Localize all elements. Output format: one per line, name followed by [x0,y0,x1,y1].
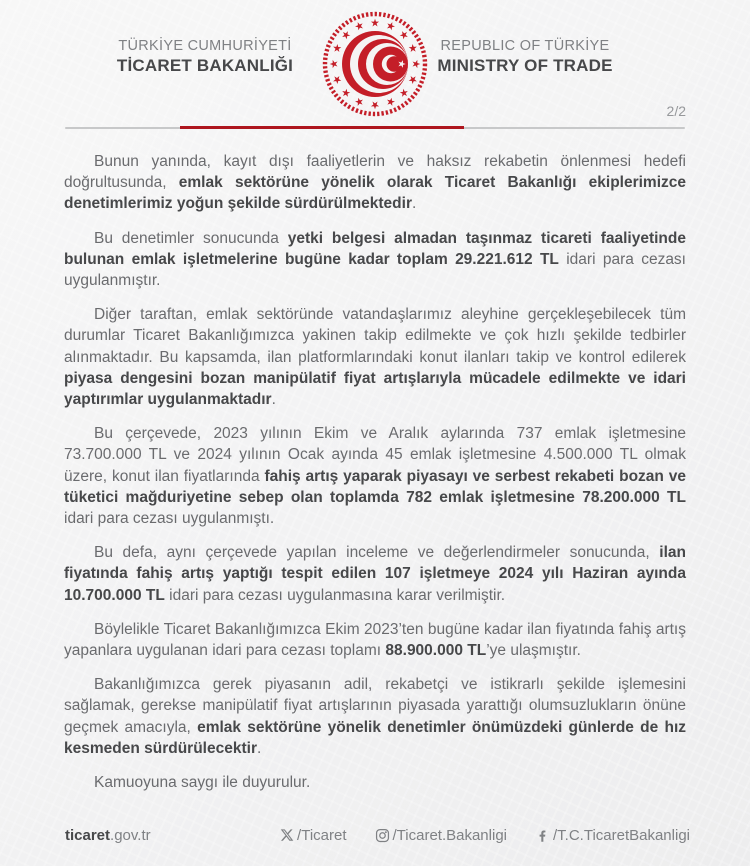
paragraph [64,228,686,292]
paragraph [64,151,686,215]
social-links [280,827,690,844]
facebook-link[interactable] [535,827,690,844]
header-title-english [430,38,620,76]
paragraph [64,772,686,793]
paragraph [64,674,686,759]
ministry-of-trade-emblem [318,8,432,120]
x-twitter-icon [280,828,294,842]
header-turkish-line1: TÜRKİYE CUMHURİYETİ [118,38,292,54]
footer [65,824,690,846]
paragraph-text: Bunun yanında, kayıt dışı faaliyetlerin ve haksız rekabetin önlenmesi hedefi doğrultusunda, [64,153,686,192]
x-twitter-link[interactable] [280,827,346,844]
header-english-line2: MINISTRY OF TRADE [437,56,613,75]
paragraph-text-bold: fahiş artış yaparak piyasayı ve serbest rekabeti bozan ve tüketici mağduriyetine sebep olan toplamda 782 emlak işletmesine 78.200.000 TL [64,467,686,506]
page-number: 2/2 [666,103,686,119]
paragraph-text: . [271,391,276,409]
paragraph [64,542,686,606]
paragraph-text: ’ye ulaşmıştır. [486,642,581,660]
paragraph [64,423,686,529]
paragraph-text: . [256,739,262,757]
paragraph-text: idari para cezası uygulanmasına karar verilmiştir. [164,586,506,604]
paragraph-text-bold: emlak sektörüne yönelik denetimler önümüzdeki günlerde de hız kesmeden sürdürülecektir [64,718,687,757]
paragraph-text: Bu defa, aynı çerçevede yapılan inceleme ve değerlendirmeler sonucunda, [94,544,660,562]
paragraph-text: Kamuoyuna saygı ile duyurulur. [94,774,311,792]
ministry-of-trade-emblem-icon [318,8,432,120]
website-domain-rest: .gov.tr [110,826,151,844]
paragraph-text: . [411,195,417,213]
paragraph [64,619,686,661]
header-turkish-line2: TİCARET BAKANLIĞI [116,56,294,75]
website-link[interactable] [65,827,151,844]
paragraph-text-bold: ilan fiyatında fahiş artış yaptığı tespit edilen 107 işletmeye 2024 yılı Haziran ayında 10.700.000 TL [64,544,686,604]
header-english-line1: REPUBLIC OF TÜRKİYE [440,38,610,54]
divider-red-line [180,126,464,129]
paragraph-text: Böylelikle Ticaret Bakanlığımızca Ekim 2023’ten bugüne kadar ilan fiyatında fahiş artış yapanlara uygulanan idari para cezası toplamı [64,620,686,660]
paragraph-text: Bakanlığımızca gerek piyasanın adil, rekabetçi ve istikrarlı şekilde işlemesini sağlamak, gerekse manipülatif fiyat artışlarının piyasada yarattığı olumsuzlukların önüne geçmek amacıyla, [64,676,686,736]
press-release-body [64,151,686,806]
paragraph-text: Bu çerçevede, 2023 yılının Ekim ve Aralık aylarında 737 emlak işletmesine 73.700.000 TL ve 2024 yılının Ocak ayında 45 emlak işletmesine 4.500.000 TL olmak üzere, konut ilan fiyatlarında [64,425,686,485]
x-twitter-handle: /Ticaret [297,826,347,844]
paragraph-text: idari para cezası uygulanmıştır. [64,250,686,290]
paragraph-text: Diğer taraftan, emlak sektöründe vatandaşlarımız aleyhine gerçekleşebilecek tüm durumlar Ticaret Bakanlığımızca yakinen takip edilmekte ve çok hızlı şekilde tedbirler alınmaktadır. Bu kapsamda, ilan platformlarındaki konut ilanları takip ve kontrol edilerek [64,306,686,366]
paragraph-text-bold: piyasa dengesini bozan manipülatif fiyat artışlarıyla mücadele edilmekte ve idari yaptırımlar uygulanmaktadır [64,369,686,409]
facebook-icon [535,828,550,843]
paragraph-text: idari para cezası uygulanmıştı. [64,510,275,528]
instagram-link[interactable] [375,827,508,844]
paragraph-text-bold: yetki belgesi almadan taşınmaz ticareti faaliyetinde bulunan emlak işletmelerine bugüne kadar toplam 29.221.612 TL [64,229,686,268]
facebook-handle: /T.C.TicaretBakanligi [553,826,690,844]
paragraph-text-bold: 88.900.000 TL [385,642,487,660]
instagram-handle: /Ticaret.Bakanligi [392,826,507,844]
header-divider [65,126,685,130]
instagram-icon [375,828,390,843]
website-domain-bold: ticaret [65,826,111,844]
header-title-turkish [110,38,300,76]
paragraph-text: Bu denetimler sonucunda [94,229,288,247]
paragraph-text-bold: emlak sektörüne yönelik olarak Ticaret Bakanlığı ekiplerimizce denetimlerimiz yoğun şekilde sürdürülmektedir [64,174,687,213]
paragraph [64,304,686,410]
